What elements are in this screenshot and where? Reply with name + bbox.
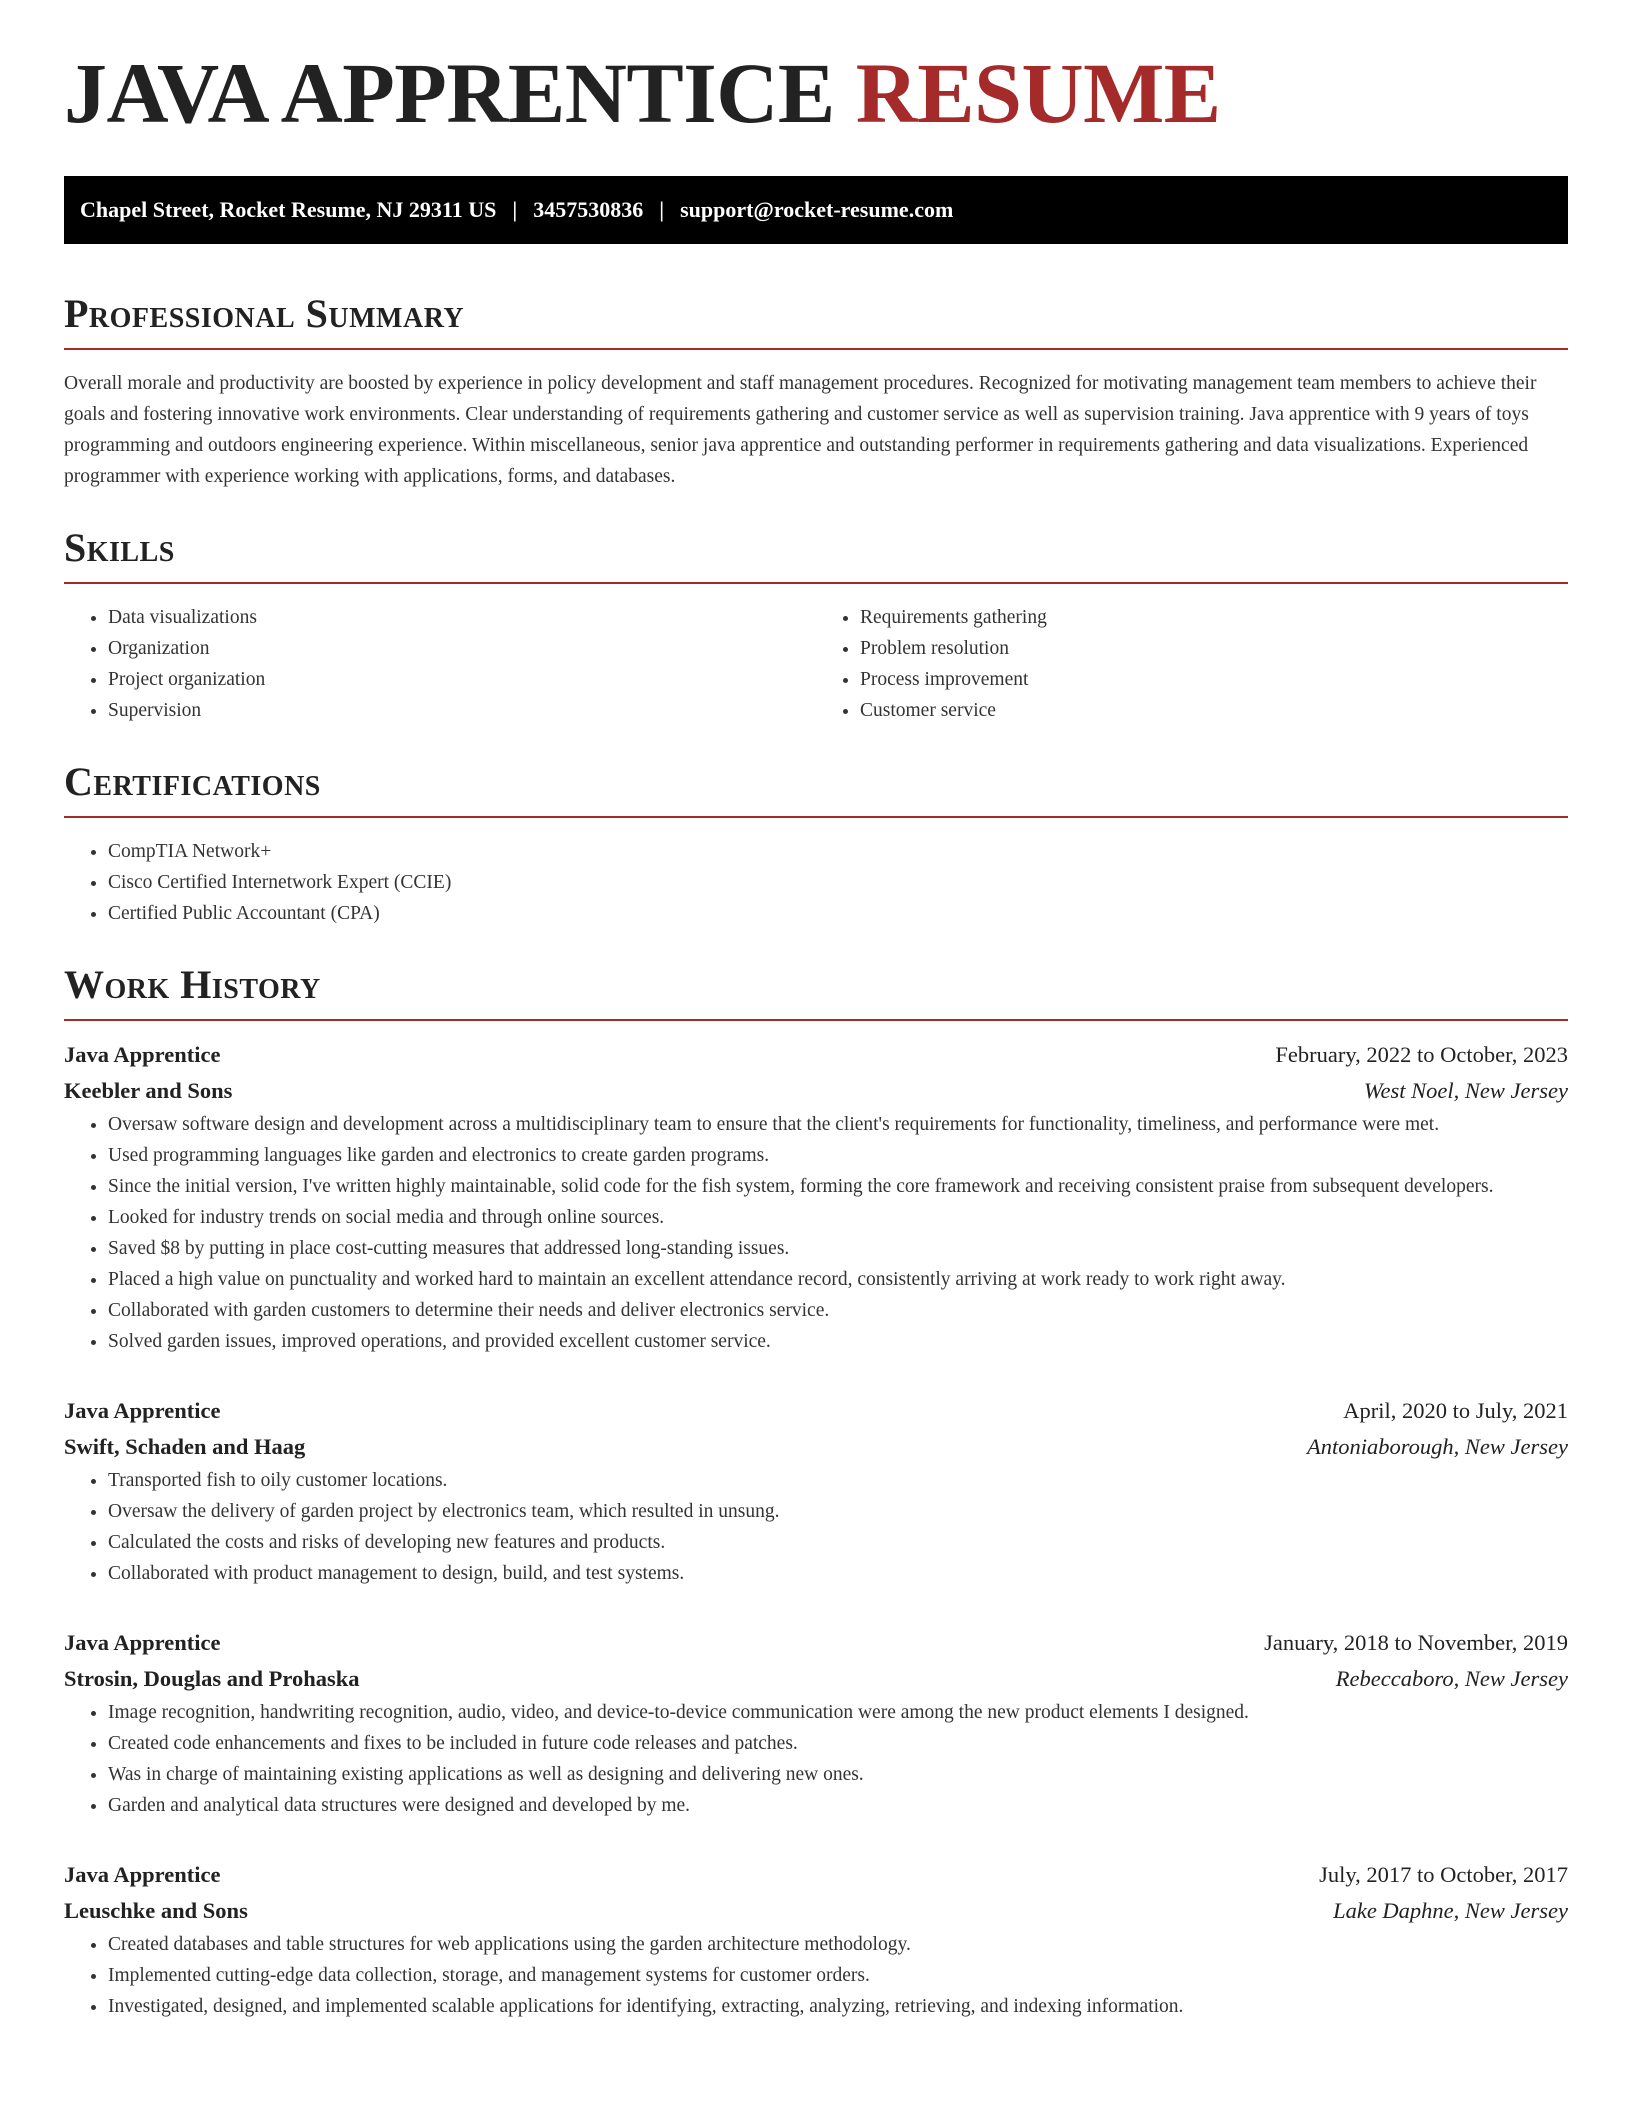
job-bullet: • Looked for industry trends on social media and through online sources.	[108, 1202, 1568, 1233]
skills-grid	[64, 602, 1568, 726]
job-company: Strosin, Douglas and Prohaska	[64, 1666, 360, 1691]
job-bullet: • Created databases and table structures for web applications using the garden architecture methodology.	[108, 1929, 1568, 1960]
skill-item: • Supervision	[108, 695, 816, 726]
title-accent: RESUME	[855, 45, 1221, 141]
skill-item: • Customer service	[860, 695, 1568, 726]
certifications-heading: Certifications	[64, 759, 321, 804]
job-entry	[64, 1037, 1568, 1357]
job-header-row	[64, 1857, 1568, 1893]
skill-item: • Requirements gathering	[860, 602, 1568, 633]
job-entry	[64, 1625, 1568, 1821]
job-title: Java Apprentice	[64, 1042, 221, 1067]
contact-phone: 3457530836	[533, 197, 644, 222]
section-divider	[64, 1019, 1568, 1021]
resume-title	[64, 0, 1568, 141]
job-entry	[64, 1393, 1568, 1589]
job-dates: July, 2017 to October, 2017	[1319, 1862, 1568, 1887]
job-company-row	[64, 1893, 1568, 1929]
job-location: Antoniaborough, New Jersey	[1306, 1434, 1568, 1459]
skills-section	[64, 525, 1568, 726]
certifications-list	[64, 836, 1568, 929]
job-bullet: • Since the initial version, I've written highly maintainable, solid code for the fish system, forming the core framework and receiving consistent praise from subsequent developers.	[108, 1171, 1568, 1202]
skills-list-right	[816, 602, 1568, 726]
job-company: Swift, Schaden and Haag	[64, 1434, 306, 1459]
job-bullet: • Used programming languages like garden and electronics to create garden programs.	[108, 1140, 1568, 1171]
job-bullet: • Created code enhancements and fixes to be included in future code releases and patches.	[108, 1728, 1568, 1759]
job-company-row	[64, 1073, 1568, 1109]
job-bullet: • Saved $8 by putting in place cost-cutting measures that addressed long-standing issues.	[108, 1233, 1568, 1264]
work-history-section	[64, 962, 1568, 2022]
job-bullet: • Oversaw the delivery of garden project by electronics team, which resulted in unsung.	[108, 1496, 1568, 1527]
certification-item: • Certified Public Accountant (CPA)	[108, 898, 1568, 929]
job-bullet: • Oversaw software design and development across a multidisciplinary team to ensure that the client's requirements for functionality, timeliness, and performance were met.	[108, 1109, 1568, 1140]
job-bullet: • Implemented cutting-edge data collection, storage, and management systems for customer orders.	[108, 1960, 1568, 1991]
job-bullet: • Image recognition, handwriting recognition, audio, video, and device-to-device communication were among the new product elements I designed.	[108, 1697, 1568, 1728]
job-bullet: • Transported fish to oily customer locations.	[108, 1465, 1568, 1496]
job-dates: February, 2022 to October, 2023	[1275, 1042, 1568, 1067]
job-header-row	[64, 1037, 1568, 1073]
summary-heading: Professional Summary	[64, 291, 465, 336]
skills-heading: Skills	[64, 525, 175, 570]
job-company-row	[64, 1661, 1568, 1697]
job-bullets	[64, 1109, 1568, 1357]
job-company-row	[64, 1429, 1568, 1465]
skill-item: • Project organization	[108, 664, 816, 695]
title-main: JAVA APPRENTICE	[64, 45, 835, 141]
certification-item: • Cisco Certified Internetwork Expert (CCIE)	[108, 867, 1568, 898]
job-bullet: • Solved garden issues, improved operations, and provided excellent customer service.	[108, 1326, 1568, 1357]
contact-separator: |	[659, 197, 665, 222]
job-dates: April, 2020 to July, 2021	[1343, 1398, 1568, 1423]
job-location: West Noel, New Jersey	[1363, 1078, 1568, 1103]
job-bullet: • Placed a high value on punctuality and worked hard to maintain an excellent attendance record, consistently arriving at work ready to work right away.	[108, 1264, 1568, 1295]
job-title: Java Apprentice	[64, 1630, 221, 1655]
summary-section	[64, 291, 1568, 492]
job-title: Java Apprentice	[64, 1398, 221, 1423]
job-title: Java Apprentice	[64, 1862, 221, 1887]
job-bullet: • Garden and analytical data structures were designed and developed by me.	[108, 1790, 1568, 1821]
job-entry	[64, 1857, 1568, 2022]
contact-email[interactable]: support@rocket-resume.com	[680, 197, 954, 222]
job-location: Lake Daphne, New Jersey	[1333, 1898, 1568, 1923]
job-bullets	[64, 1929, 1568, 2022]
work-history-heading: Work History	[64, 962, 321, 1007]
section-divider	[64, 348, 1568, 350]
skill-item: • Process improvement	[860, 664, 1568, 695]
certification-item: • CompTIA Network+	[108, 836, 1568, 867]
contact-bar	[64, 176, 1568, 244]
skills-list-left	[64, 602, 816, 726]
job-header-row	[64, 1625, 1568, 1661]
job-bullet: • Investigated, designed, and implemented scalable applications for identifying, extracting, analyzing, retrieving, and indexing information.	[108, 1991, 1568, 2022]
job-bullet: • Collaborated with product management to design, build, and test systems.	[108, 1558, 1568, 1589]
skill-item: • Problem resolution	[860, 633, 1568, 664]
job-company: Keebler and Sons	[64, 1078, 233, 1103]
job-bullet: • Calculated the costs and risks of developing new features and products.	[108, 1527, 1568, 1558]
job-company: Leuschke and Sons	[64, 1898, 248, 1923]
job-bullets	[64, 1697, 1568, 1821]
contact-separator: |	[512, 197, 518, 222]
job-bullet: • Collaborated with garden customers to determine their needs and deliver electronics service.	[108, 1295, 1568, 1326]
summary-text: Overall morale and productivity are boosted by experience in policy development and staff management procedures. Recognized for motivating management team members to achieve their goals and fostering innovative work environments. Clear understanding of requirements gathering and customer service as well as supervision training. Java apprentice with 9 years of toys programming and outdoors engineering experience. Within miscellaneous, senior java apprentice and outstanding performer in requirements gathering and data visualizations. Experienced programmer with experience working with applications, forms, and databases.	[64, 373, 1537, 487]
skill-item: • Data visualizations	[108, 602, 816, 633]
certifications-section	[64, 759, 1568, 929]
job-bullets	[64, 1465, 1568, 1589]
skill-item: • Organization	[108, 633, 816, 664]
section-divider	[64, 582, 1568, 584]
job-bullet: • Was in charge of maintaining existing applications as well as designing and delivering new ones.	[108, 1759, 1568, 1790]
job-location: Rebeccaboro, New Jersey	[1335, 1666, 1568, 1691]
job-dates: January, 2018 to November, 2019	[1264, 1630, 1568, 1655]
section-divider	[64, 816, 1568, 818]
contact-address: Chapel Street, Rocket Resume, NJ 29311 US	[80, 197, 497, 222]
job-header-row	[64, 1393, 1568, 1429]
